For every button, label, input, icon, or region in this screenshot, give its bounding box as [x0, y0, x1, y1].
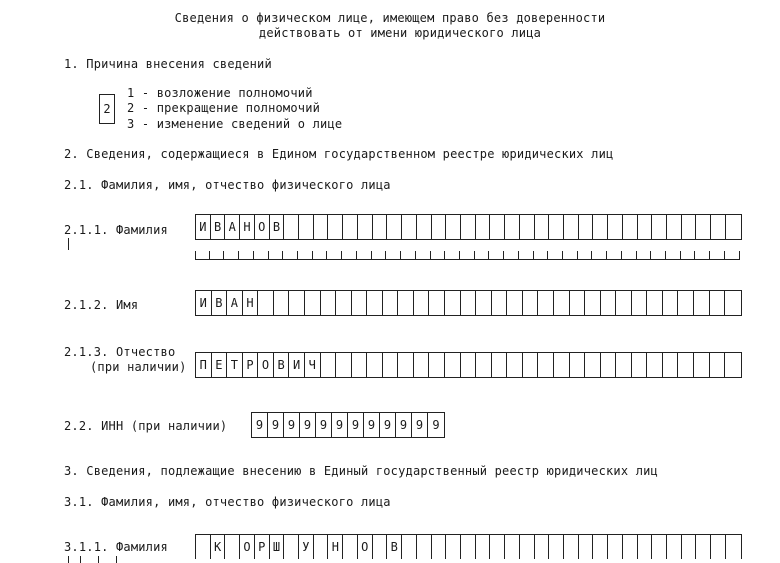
- new-surname-cell[interactable]: [579, 535, 594, 559]
- new-surname-cell[interactable]: [623, 535, 638, 559]
- inn-cell[interactable]: 9: [268, 413, 284, 437]
- patronymic-label: 2.1.3. Отчество: [64, 345, 176, 359]
- surname-continuation-cell[interactable]: [401, 251, 416, 259]
- surname-continuation-cell[interactable]: [563, 251, 578, 259]
- name-cell[interactable]: [601, 291, 617, 315]
- new-surname-cell[interactable]: [373, 535, 388, 559]
- surname-cell[interactable]: В: [270, 215, 285, 239]
- name-cell[interactable]: [352, 291, 368, 315]
- patronymic-cell[interactable]: Т: [227, 353, 243, 377]
- surname-label: 2.1.1. Фамилия: [64, 223, 168, 237]
- surname-continuation-mark: [68, 238, 69, 250]
- name-cell[interactable]: [336, 291, 352, 315]
- surname-cell[interactable]: [417, 215, 432, 239]
- new-surname-mark-2: [80, 556, 81, 563]
- patronymic-cell[interactable]: [663, 353, 679, 377]
- patronymic-cell[interactable]: [632, 353, 648, 377]
- new-surname-cell[interactable]: [284, 535, 299, 559]
- inn-cell[interactable]: 9: [284, 413, 300, 437]
- inn-cell[interactable]: 9: [348, 413, 364, 437]
- new-surname-cell[interactable]: [476, 535, 491, 559]
- surname-cell[interactable]: [328, 215, 343, 239]
- name-cell[interactable]: [414, 291, 430, 315]
- surname-continuation-cell[interactable]: [489, 251, 504, 259]
- surname-continuation-cell[interactable]: [431, 251, 446, 259]
- name-cell[interactable]: В: [212, 291, 228, 315]
- section2-title: 2. Сведения, содержащиеся в Едином государственном реестре юридических лиц: [64, 147, 614, 161]
- patronymic-cell[interactable]: Ч: [305, 353, 321, 377]
- patronymic-cell[interactable]: [647, 353, 663, 377]
- surname-cell[interactable]: [579, 215, 594, 239]
- patronymic-cell[interactable]: [367, 353, 383, 377]
- new-surname-cell[interactable]: О: [358, 535, 373, 559]
- patronymic-cell[interactable]: В: [274, 353, 290, 377]
- surname-cell[interactable]: [593, 215, 608, 239]
- name-cell[interactable]: [321, 291, 337, 315]
- surname-continuation-cell[interactable]: [254, 251, 269, 259]
- surname-continuation-cell[interactable]: [695, 251, 710, 259]
- section2-1-title: 2.1. Фамилия, имя, отчество физического лица: [64, 178, 391, 192]
- patronymic-cell[interactable]: [492, 353, 508, 377]
- new-surname-cell[interactable]: Р: [255, 535, 270, 559]
- name-cell[interactable]: А: [227, 291, 243, 315]
- patronymic-cell[interactable]: [694, 353, 710, 377]
- surname-continuation-cell[interactable]: [725, 251, 740, 259]
- surname-continuation-cell[interactable]: [313, 251, 328, 259]
- surname-continuation-cell[interactable]: [195, 251, 210, 259]
- surname-cell[interactable]: В: [211, 215, 226, 239]
- section3-1-title: 3.1. Фамилия, имя, отчество физического лица: [64, 495, 391, 509]
- surname-cell[interactable]: А: [225, 215, 240, 239]
- new-surname-cell[interactable]: [549, 535, 564, 559]
- new-surname-cell[interactable]: [535, 535, 550, 559]
- patronymic-cell[interactable]: [523, 353, 539, 377]
- surname-continuation-cell[interactable]: [224, 251, 239, 259]
- name-grid[interactable]: [195, 290, 742, 316]
- patronymic-cell[interactable]: П: [196, 353, 212, 377]
- name-cell[interactable]: [398, 291, 414, 315]
- patronymic-cell[interactable]: [321, 353, 337, 377]
- new-surname-cell[interactable]: [520, 535, 535, 559]
- patronymic-cell[interactable]: [710, 353, 726, 377]
- surname-cell[interactable]: [432, 215, 447, 239]
- surname-continuation-cell[interactable]: [283, 251, 298, 259]
- surname-cell[interactable]: [696, 215, 711, 239]
- new-surname-grid[interactable]: [195, 534, 742, 559]
- reason-code-box[interactable]: 2: [99, 94, 115, 124]
- new-surname-cell[interactable]: [225, 535, 240, 559]
- inn-cell[interactable]: 9: [252, 413, 268, 437]
- patronymic-cell[interactable]: [601, 353, 617, 377]
- surname-continuation-cell[interactable]: [666, 251, 681, 259]
- surname-continuation-cell[interactable]: [210, 251, 225, 259]
- name-cell[interactable]: [647, 291, 663, 315]
- name-cell[interactable]: [725, 291, 741, 315]
- new-surname-cell[interactable]: У: [299, 535, 314, 559]
- name-cell[interactable]: [367, 291, 383, 315]
- surname-continuation-cell[interactable]: [534, 251, 549, 259]
- new-surname-cell[interactable]: [490, 535, 505, 559]
- new-surname-cell[interactable]: [711, 535, 726, 559]
- patronymic-cell[interactable]: [725, 353, 741, 377]
- new-surname-cell[interactable]: [314, 535, 329, 559]
- name-cell[interactable]: [274, 291, 290, 315]
- surname-continuation-cell[interactable]: [445, 251, 460, 259]
- new-surname-cell[interactable]: К: [211, 535, 226, 559]
- inn-cell[interactable]: 9: [332, 413, 348, 437]
- surname-continuation-cell[interactable]: [607, 251, 622, 259]
- new-surname-cell[interactable]: [564, 535, 579, 559]
- inn-grid[interactable]: [251, 412, 445, 438]
- surname-cell[interactable]: [549, 215, 564, 239]
- reason-option-2: 2 - прекращение полномочий: [127, 101, 321, 115]
- surname-grid[interactable]: [195, 214, 742, 240]
- surname-continuation-cell[interactable]: [637, 251, 652, 259]
- surname-cell[interactable]: [726, 215, 741, 239]
- surname-cell[interactable]: [608, 215, 623, 239]
- surname-continuation-cell[interactable]: [578, 251, 593, 259]
- new-surname-cell[interactable]: Н: [328, 535, 343, 559]
- surname-cell[interactable]: [314, 215, 329, 239]
- new-surname-cell[interactable]: [417, 535, 432, 559]
- patronymic-cell[interactable]: [616, 353, 632, 377]
- surname-continuation-cell[interactable]: [592, 251, 607, 259]
- name-cell[interactable]: [258, 291, 274, 315]
- surname-continuation-cell[interactable]: [548, 251, 563, 259]
- surname-cell[interactable]: [638, 215, 653, 239]
- name-cell[interactable]: [554, 291, 570, 315]
- name-cell[interactable]: [678, 291, 694, 315]
- surname-continuation-cell[interactable]: [519, 251, 534, 259]
- surname-continuation-cell[interactable]: [386, 251, 401, 259]
- name-cell[interactable]: [632, 291, 648, 315]
- form-header-line1: Сведения о физическом лице, имеющем право без доверенности: [174, 11, 606, 25]
- surname-cell[interactable]: [461, 215, 476, 239]
- surname-cell[interactable]: [682, 215, 697, 239]
- name-cell[interactable]: [507, 291, 523, 315]
- patronymic-cell[interactable]: [352, 353, 368, 377]
- name-cell[interactable]: [492, 291, 508, 315]
- new-surname-cell[interactable]: [593, 535, 608, 559]
- patronymic-cell[interactable]: [383, 353, 399, 377]
- surname-continuation-cell[interactable]: [357, 251, 372, 259]
- name-cell[interactable]: [383, 291, 399, 315]
- inn-cell[interactable]: 9: [380, 413, 396, 437]
- patronymic-cell[interactable]: И: [289, 353, 305, 377]
- patronymic-cell[interactable]: Р: [243, 353, 259, 377]
- inn-cell[interactable]: 9: [412, 413, 428, 437]
- patronymic-cell[interactable]: [414, 353, 430, 377]
- patronymic-label-optional: (при наличии): [90, 360, 187, 374]
- patronymic-cell[interactable]: [429, 353, 445, 377]
- surname-continuation-cell[interactable]: [651, 251, 666, 259]
- name-cell[interactable]: [710, 291, 726, 315]
- patronymic-cell[interactable]: Е: [212, 353, 228, 377]
- surname-continuation-cell[interactable]: [460, 251, 475, 259]
- name-cell[interactable]: [663, 291, 679, 315]
- surname-cell[interactable]: [476, 215, 491, 239]
- reason-option-3: 3 - изменение сведений о лице: [127, 117, 343, 131]
- name-cell[interactable]: [523, 291, 539, 315]
- section1-title: 1. Причина внесения сведений: [64, 57, 272, 71]
- surname-cell[interactable]: [299, 215, 314, 239]
- new-surname-mark-4: [116, 556, 117, 563]
- patronymic-cell[interactable]: [336, 353, 352, 377]
- name-cell[interactable]: [305, 291, 321, 315]
- surname-continuation-cell[interactable]: [681, 251, 696, 259]
- new-surname-cell[interactable]: [726, 535, 741, 559]
- name-cell[interactable]: Н: [243, 291, 259, 315]
- surname-cell[interactable]: [284, 215, 299, 239]
- inn-cell[interactable]: 9: [316, 413, 332, 437]
- patronymic-cell[interactable]: [398, 353, 414, 377]
- surname-continuation-cell[interactable]: [269, 251, 284, 259]
- surname-cell[interactable]: [623, 215, 638, 239]
- new-surname-cell[interactable]: [682, 535, 697, 559]
- patronymic-grid[interactable]: [195, 352, 742, 378]
- surname-cell[interactable]: [373, 215, 388, 239]
- new-surname-cell[interactable]: [667, 535, 682, 559]
- name-cell[interactable]: [461, 291, 477, 315]
- surname-continuation-cell[interactable]: [327, 251, 342, 259]
- surname-cell[interactable]: [652, 215, 667, 239]
- new-surname-cell[interactable]: [343, 535, 358, 559]
- name-cell[interactable]: [429, 291, 445, 315]
- new-surname-cell[interactable]: О: [240, 535, 255, 559]
- patronymic-cell[interactable]: [678, 353, 694, 377]
- inn-cell[interactable]: 9: [432, 418, 440, 432]
- new-surname-cell[interactable]: [196, 535, 211, 559]
- name-cell[interactable]: [538, 291, 554, 315]
- name-cell[interactable]: [445, 291, 461, 315]
- new-surname-cell[interactable]: В: [387, 535, 402, 559]
- new-surname-cell[interactable]: [505, 535, 520, 559]
- surname-cell[interactable]: [535, 215, 550, 239]
- surname-continuation-cell[interactable]: [372, 251, 387, 259]
- new-surname-mark-1: [68, 556, 69, 563]
- name-cell[interactable]: [694, 291, 710, 315]
- surname-cell[interactable]: [358, 215, 373, 239]
- surname-continuation-cell[interactable]: [239, 251, 254, 259]
- surname-continuation-grid[interactable]: [195, 251, 740, 260]
- new-surname-cell[interactable]: [461, 535, 476, 559]
- name-cell[interactable]: [585, 291, 601, 315]
- new-surname-cell[interactable]: [696, 535, 711, 559]
- inn-cell[interactable]: 9: [364, 413, 380, 437]
- new-surname-mark-3: [98, 556, 99, 563]
- surname-continuation-cell[interactable]: [475, 251, 490, 259]
- name-label: 2.1.2. Имя: [64, 298, 139, 312]
- new-surname-cell[interactable]: [402, 535, 417, 559]
- surname-cell[interactable]: [402, 215, 417, 239]
- name-cell[interactable]: [476, 291, 492, 315]
- name-cell[interactable]: [570, 291, 586, 315]
- patronymic-cell[interactable]: [554, 353, 570, 377]
- surname-cell[interactable]: [667, 215, 682, 239]
- patronymic-cell[interactable]: [445, 353, 461, 377]
- section3-title: 3. Сведения, подлежащие внесению в Единый государственный реестр юридических лиц: [64, 464, 658, 478]
- patronymic-cell[interactable]: [507, 353, 523, 377]
- surname-continuation-cell[interactable]: [298, 251, 313, 259]
- surname-cell[interactable]: [343, 215, 358, 239]
- surname-cell[interactable]: О: [255, 215, 270, 239]
- surname-cell[interactable]: [490, 215, 505, 239]
- new-surname-label: 3.1.1. Фамилия: [64, 540, 168, 554]
- surname-continuation-cell[interactable]: [504, 251, 519, 259]
- surname-cell[interactable]: [711, 215, 726, 239]
- surname-continuation-cell[interactable]: [342, 251, 357, 259]
- patronymic-cell[interactable]: [570, 353, 586, 377]
- new-surname-cell[interactable]: [652, 535, 667, 559]
- patronymic-cell[interactable]: [461, 353, 477, 377]
- surname-cell[interactable]: [446, 215, 461, 239]
- name-cell[interactable]: И: [196, 291, 212, 315]
- new-surname-cell[interactable]: Ш: [270, 535, 285, 559]
- patronymic-cell[interactable]: [476, 353, 492, 377]
- new-surname-cell[interactable]: [638, 535, 653, 559]
- form-header-line2: действовать от имени юридического лица: [258, 26, 542, 40]
- surname-cell[interactable]: [505, 215, 520, 239]
- surname-cell[interactable]: Н: [240, 215, 255, 239]
- surname-cell[interactable]: [564, 215, 579, 239]
- surname-continuation-cell[interactable]: [710, 251, 725, 259]
- inn-label: 2.2. ИНН (при наличии): [64, 419, 228, 433]
- surname-continuation-cell[interactable]: [416, 251, 431, 259]
- patronymic-cell[interactable]: [538, 353, 554, 377]
- inn-cell[interactable]: 9: [300, 413, 316, 437]
- surname-continuation-cell[interactable]: [622, 251, 637, 259]
- surname-cell[interactable]: И: [196, 215, 211, 239]
- surname-cell[interactable]: [387, 215, 402, 239]
- new-surname-cell[interactable]: [432, 535, 447, 559]
- patronymic-cell[interactable]: О: [258, 353, 274, 377]
- reason-option-1: 1 - возложение полномочий: [127, 86, 313, 100]
- patronymic-cell[interactable]: [585, 353, 601, 377]
- name-cell[interactable]: [616, 291, 632, 315]
- new-surname-cell[interactable]: [608, 535, 623, 559]
- name-cell[interactable]: [289, 291, 305, 315]
- surname-cell[interactable]: [520, 215, 535, 239]
- new-surname-cell[interactable]: [446, 535, 461, 559]
- inn-cell[interactable]: 9: [396, 413, 412, 437]
